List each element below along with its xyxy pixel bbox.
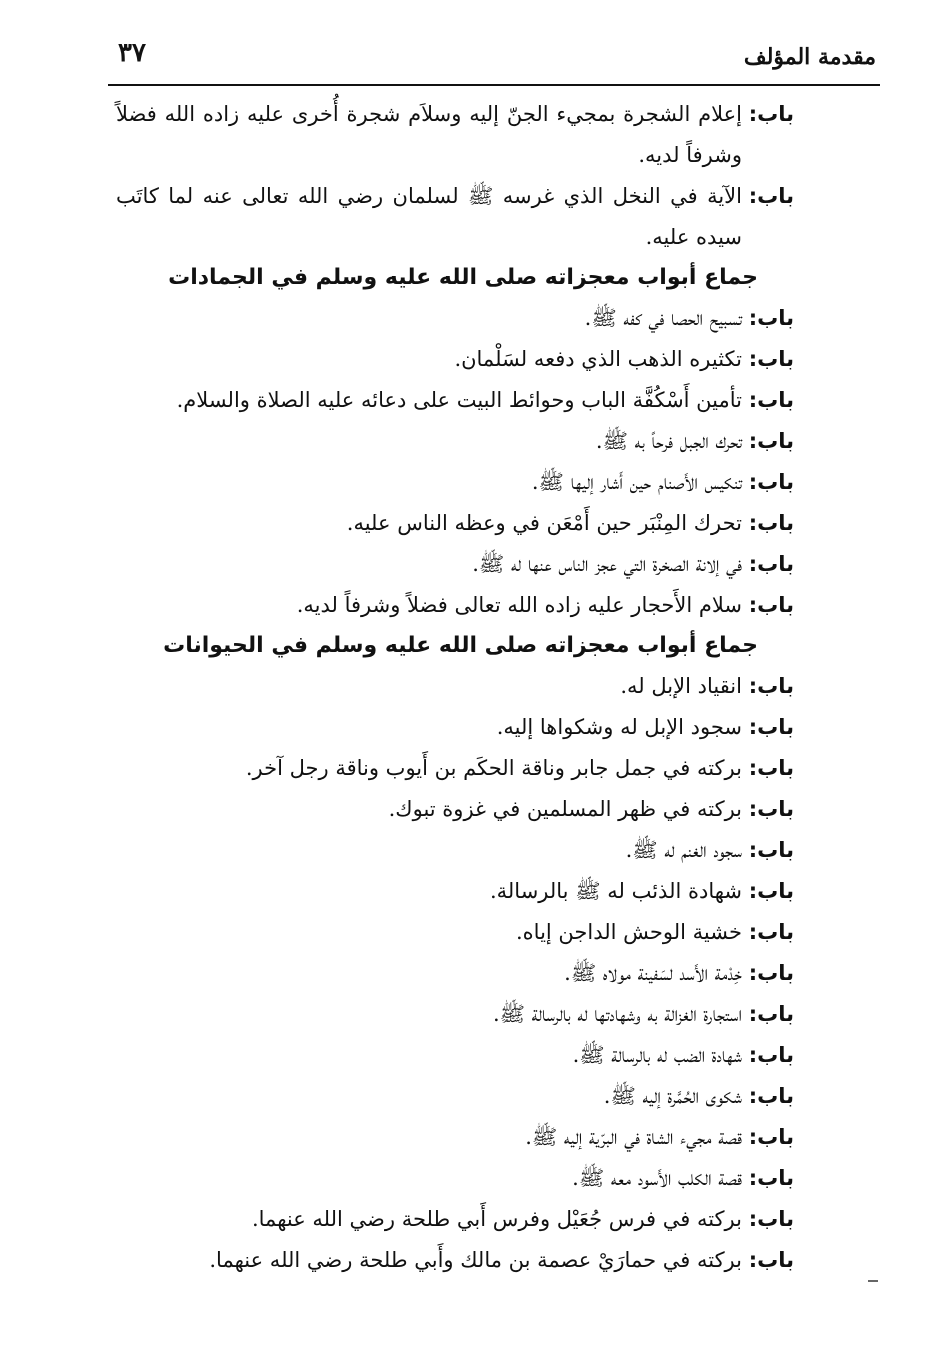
entry-text: سلام الأَحجار عليه زاده الله تعالى فضلاً وشرفاً لديه.	[296, 593, 742, 617]
chapter-entry	[116, 94, 794, 176]
entry-text: في إلانة الصخرة التي عجز الناس عنها له ﷺ.	[472, 552, 742, 576]
entry-label: باب:	[748, 961, 794, 985]
entry-text: قصة الكلب الأَسود معه ﷺ.	[572, 1166, 742, 1190]
entry-label: باب:	[748, 920, 794, 944]
entry-label: باب:	[748, 1248, 794, 1272]
entry-text: بركته في حمارَيْ عصمة بن مالك وأَبي طلحة رضي الله عنهما.	[209, 1248, 742, 1272]
entry-text: خشية الوحش الداجن إياه.	[516, 920, 742, 944]
chapter-entry	[116, 544, 794, 585]
entry-text: تحرك الجبل فرحاً به ﷺ.	[595, 429, 742, 453]
entry-text: تحرك المِنْبَر حين أَمْعَن في وعظه الناس عليه.	[346, 511, 742, 535]
entry-label: باب:	[748, 1043, 794, 1067]
chapter-entry	[116, 912, 794, 953]
entry-text: تأمين أَسْكُفَّة الباب وحوائط البيت على دعائه عليه الصلاة والسلام.	[176, 388, 742, 412]
entry-text: شهادة الذئب له ﷺ بالرسالة.	[489, 879, 742, 903]
chapter-entry	[116, 421, 794, 462]
entry-text: تكثيره الذهب الذي دفعه لسَلْمان.	[454, 347, 742, 371]
chapter-entry	[116, 1199, 794, 1240]
entry-label: باب:	[748, 388, 794, 412]
chapter-entry	[116, 176, 794, 258]
entry-text: سجود الغنم له ﷺ.	[625, 838, 742, 862]
entry-label: باب:	[748, 1166, 794, 1190]
margin-mark	[868, 1280, 878, 1282]
section-heading-inanimate: جماع أبواب معجزاته صلى الله عليه وسلم في الجمادات	[168, 265, 758, 290]
entry-label: باب:	[748, 347, 794, 371]
chapter-entry	[116, 462, 794, 503]
chapter-entry	[116, 503, 794, 544]
entry-label: باب:	[748, 879, 794, 903]
chapter-entry	[116, 748, 794, 789]
chapter-entry	[116, 830, 794, 871]
chapter-entry	[116, 1035, 794, 1076]
chapter-entry	[116, 1076, 794, 1117]
page-content	[116, 94, 794, 1281]
section-heading-animals: جماع أبواب معجزاته صلى الله عليه وسلم في الحيوانات	[163, 633, 758, 658]
entry-text: تنكيس الأَصنام حين أَشار إليها ﷺ.	[531, 470, 742, 494]
chapter-entry	[116, 1240, 794, 1281]
entry-label: باب:	[748, 1207, 794, 1231]
entry-text: قصة مجيء الشاة في البرّية إليه ﷺ.	[525, 1125, 742, 1149]
chapter-entry	[116, 871, 794, 912]
entry-text: سجود الإبل له وشكواها إليه.	[496, 715, 742, 739]
entry-label: باب:	[748, 674, 794, 698]
chapter-entry	[116, 953, 794, 994]
entry-text: انقياد الإبل له.	[620, 674, 742, 698]
chapter-entry	[116, 380, 794, 421]
entry-text: إعلام الشجرة بمجيء الجنّ إليه وسلاَم شجرة أُخرى عليه زاده الله فضلاً وشرفاً لديه.	[116, 102, 742, 167]
entry-text: شهادة الضب له بالرسالة ﷺ.	[572, 1043, 742, 1067]
entry-text: بركته في ظهر المسلمين في غزوة تبوك.	[388, 797, 742, 821]
chapter-entry	[116, 707, 794, 748]
chapter-entry	[116, 994, 794, 1035]
chapter-entry	[116, 789, 794, 830]
entry-label: باب:	[748, 102, 794, 126]
entry-label: باب:	[748, 306, 794, 330]
entry-label: باب:	[748, 797, 794, 821]
entry-text: تسبيح الحصا في كفه ﷺ.	[584, 306, 742, 330]
header-rule	[108, 84, 880, 86]
page-header	[118, 38, 876, 82]
entry-label: باب:	[748, 1125, 794, 1149]
chapter-entry	[116, 1117, 794, 1158]
chapter-entry	[116, 1158, 794, 1199]
entry-label: باب:	[748, 184, 794, 208]
entry-text: بركته في جمل جابر وناقة الحكَم بن أَيوب وناقة رجل آخر.	[245, 756, 742, 780]
chapter-entry	[116, 298, 794, 339]
entry-label: باب:	[748, 1002, 794, 1026]
entry-label: باب:	[748, 552, 794, 576]
entry-text: شكوى الحُمَّرة إليه ﷺ.	[603, 1084, 742, 1108]
chapter-entry	[116, 585, 794, 626]
entry-label: باب:	[748, 429, 794, 453]
chapter-entry	[116, 666, 794, 707]
entry-label: باب:	[748, 1084, 794, 1108]
running-title: مقدمة المؤلف	[743, 44, 876, 70]
chapter-entry	[116, 339, 794, 380]
entry-text: الآية في النخل الذي غرسه ﷺ لسلمان رضي الله تعالى عنه لما كاتَب سيده عليه.	[116, 184, 742, 249]
entry-label: باب:	[748, 756, 794, 780]
entry-label: باب:	[748, 511, 794, 535]
entry-label: باب:	[748, 715, 794, 739]
entry-text: استجارة الغزالة به وشهادتها له بالرسالة ﷺ.	[492, 1002, 742, 1026]
entry-text: بركته في فرس جُعَيْل وفرس أَبي طلحة رضي الله عنهما.	[251, 1207, 742, 1231]
entry-text: خِدْمة الأَسد لسَفينة مولاه ﷺ.	[564, 961, 742, 985]
entry-label: باب:	[748, 838, 794, 862]
page-number: ٣٧	[118, 38, 146, 68]
entry-label: باب:	[748, 470, 794, 494]
entry-label: باب:	[748, 593, 794, 617]
